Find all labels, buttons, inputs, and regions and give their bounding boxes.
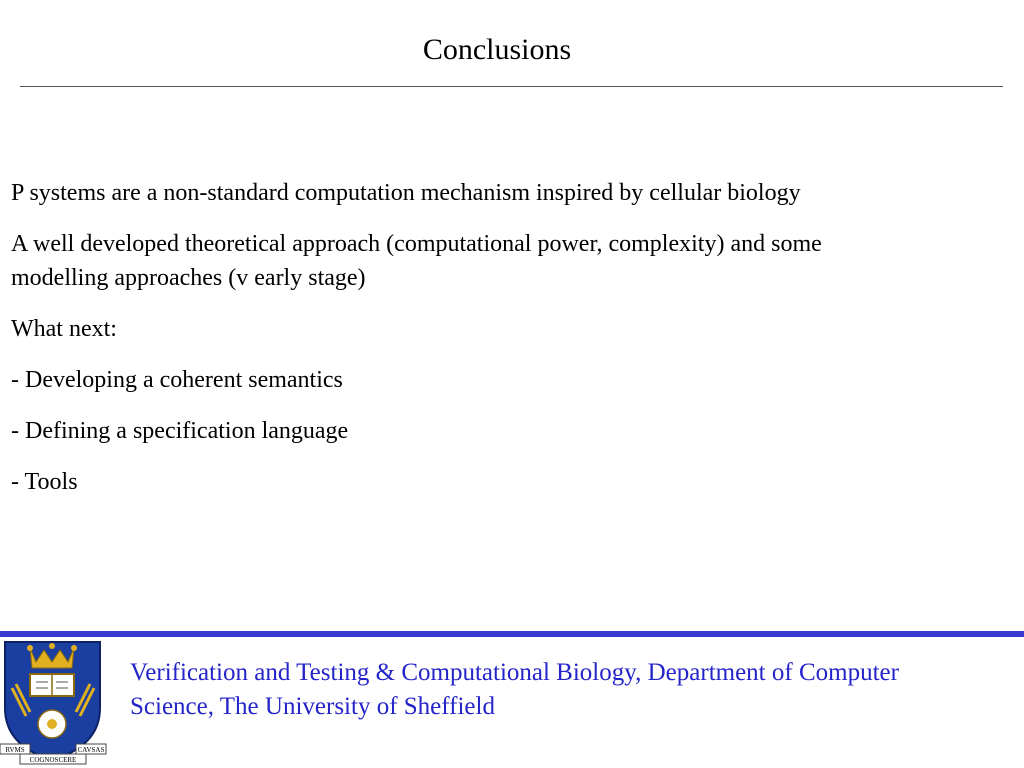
crest-motto-middle: COGNOSCERE	[29, 756, 77, 764]
university-crest-icon	[0, 638, 110, 768]
bullet-semantics: - Developing a coherent semantics	[11, 367, 343, 393]
paragraph-theory: A well developed theoretical approach (computational power, complexity) and some modelling approaches (v early stage)	[11, 231, 822, 291]
bullet-tools: - Tools	[11, 469, 78, 495]
slide-body	[11, 176, 911, 516]
paragraph-what-next: What next:	[11, 316, 117, 342]
paragraph-p-systems: P systems are a non-standard computation mechanism inspired by cellular biology	[11, 180, 801, 206]
slide-title: Conclusions	[422, 33, 572, 66]
crest-motto-left: RVMS	[5, 746, 25, 754]
crest-motto-right: CAVSAS	[77, 746, 105, 754]
title-divider	[20, 86, 1003, 87]
footer-bar	[0, 631, 1024, 637]
bullet-specification-language: - Defining a specification language	[11, 418, 349, 444]
footer-department-text: Verification and Testing & Computational Biology, Department of Computer Science, The University of Sheffield	[130, 659, 899, 720]
